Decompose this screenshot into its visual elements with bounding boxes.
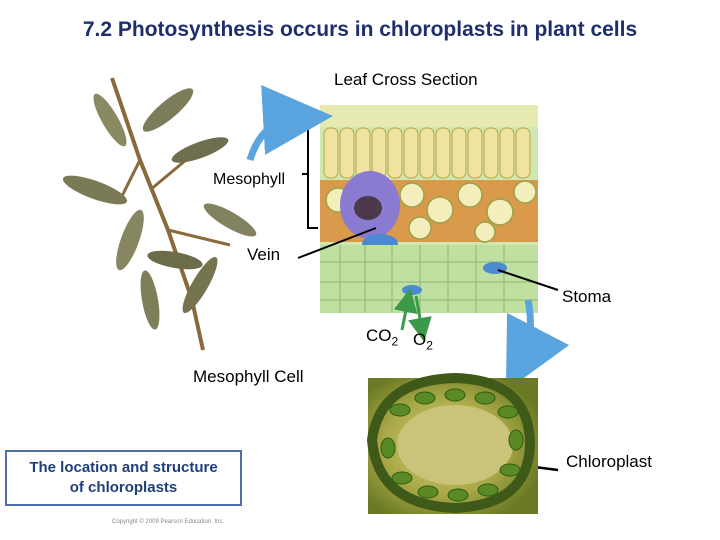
branch-to-section-arrow bbox=[250, 118, 298, 160]
co2-label bbox=[366, 326, 398, 348]
caption-line-2: of chloroplasts bbox=[69, 479, 178, 496]
leaf-cross-section-label: Leaf Cross Section bbox=[334, 70, 478, 89]
page-title: 7.2 Photosynthesis occurs in chloroplasts in plant cells bbox=[82, 18, 638, 41]
leaf-branch-illustration bbox=[60, 78, 260, 350]
mesophyll-cell-micrograph bbox=[368, 378, 538, 514]
leaf-cross-section-illustration bbox=[320, 105, 538, 313]
caption-text bbox=[29, 458, 217, 498]
caption-box bbox=[5, 450, 242, 506]
caption-line-1: The location and structure bbox=[29, 459, 218, 476]
chloroplast-label: Chloroplast bbox=[566, 452, 652, 471]
mesophyll-bracket bbox=[308, 120, 318, 228]
mesophyll-cell-label: Mesophyll Cell bbox=[193, 367, 304, 386]
vein-label: Vein bbox=[247, 245, 281, 264]
o2-subscript: 2 bbox=[426, 338, 433, 353]
co2-subscript: 2 bbox=[391, 334, 399, 349]
copyright-credit: Copyright © 2009 Pearson Education, Inc. bbox=[112, 519, 225, 525]
o2-text: O bbox=[413, 330, 427, 349]
mesophyll-label: Mesophyll bbox=[213, 171, 286, 188]
stoma-label: Stoma bbox=[562, 287, 612, 306]
o2-label bbox=[413, 330, 433, 352]
co2-text: CO bbox=[366, 326, 392, 345]
